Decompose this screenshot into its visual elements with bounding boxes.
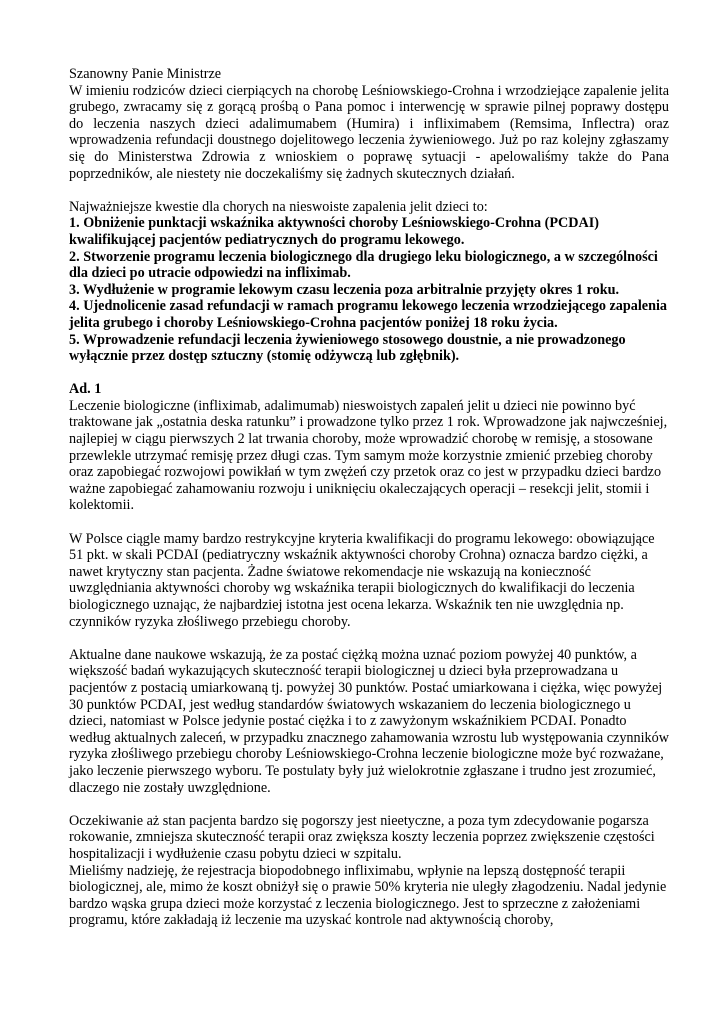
body-paragraph: Mieliśmy nadzieję, że rejestracja biopodobnego infliximabu, wpłynie na lepszą dostępność terapii biologicznej, ale, mimo że koszt obniżył się o prawie 50% kryteria nie uległy złagodzeniu. Nadal jedynie bardzo wąska grupa dzieci może korzystać z leczenia biologicznego. Jest to sprzeczne z założeniami programu, które zakładają iż leczenie ma uzyskać kontrole nad aktywnością choroby, <box>69 862 667 929</box>
body-paragraph: Oczekiwanie aż stan pacjenta bardzo się pogorszy jest nieetyczne, a poza tym zdecydowanie pogarsza rokowanie, zmniejsza skuteczność terapii oraz zwiększa koszty leczenia poprzez zwiększenie częstości hospitalizacji i wydłużenie czasu pobytu dzieci w szpitalu. <box>69 812 655 862</box>
body-paragraph: Aktualne dane naukowe wskazują, że za postać ciężką można uznać poziom powyżej 40 punktów, a większość badań wykazujących skuteczność terapii biologicznej u dzieci była przeprowadzana u pacjentów z postacią umiarkowaną tj. powyżej 30 punktów. Postać umiarkowana i ciężka, więc powyżej 30 punktów PCDAI, jest według standardów światowych wskazaniem do leczenia biologicznego u dzieci, natomiast w Polsce jedynie postać ciężka i to z zawyżonym wskaźnikiem PCDAI. Ponadto według aktualnych zaleceń, w przypadku znacznego zahamowania wzrostu lub występowania czynników ryzyka złośliwego przebiegu choroby Leśniowskiego-Crohna leczenie biologiczne może być rozważane, jako leczenie pierwszego wyboru. Te postulaty były już wielokrotnie zgłaszane i trudno jest zrozumieć, dlaczego nie zostały uwzględnione. <box>69 646 669 796</box>
issues-intro: Najważniejsze kwestie dla chorych na nieswoiste zapalenia jelit dzieci to: <box>69 198 488 215</box>
paragraph-spacer <box>69 796 669 813</box>
salutation: Szanowny Panie Ministrze <box>69 66 222 82</box>
intro-paragraph: W imieniu rodziców dzieci cierpiących na chorobę Leśniowskiego-Crohna i wrzodziejące zapalenie jelita grubego, zwracamy się z gorącą prośbą o Pana pomoc i interwencję w sprawie pilnej poprawy dostępu do leczenia naszych dzieci adalimumabem (Humira) i infliximabem (Remsima, Inflectra) oraz wprowadzenia refundacji doustnego dojelitowego leczenia żywieniowego. Już po raz kolejny zgłaszamy się do Ministerstwa Zdrowia z wnioskiem o poprawę sytuacji - apelowaliśmy także do Pana poprzedników, ale niestety nie doczekaliśmy się żadnych skutecznych działań. <box>69 82 669 182</box>
issue-item-4: 4. Ujednolicenie zasad refundacji w ramach programu lekowego leczenia wrzodziejącego zapalenia jelita grubego i choroby Leśniowskiego-Crohna pacjentów poniżej 18 roku życia. <box>69 298 668 331</box>
issue-item-2: 2. Stworzenie programu leczenia biologicznego dla drugiego leku biologicznego, a w szczególności dla dzieci po utracie odpowiedzi na infliximab. <box>69 248 658 282</box>
paragraph-spacer <box>69 365 669 382</box>
issue-item-1: 1. Obniżenie punktacji wskaźnika aktywności choroby Leśniowskiego-Crohna (PCDAI) kwalifikującej pacjentów pediatrycznych do programu lekowego. <box>69 215 599 248</box>
paragraph-spacer <box>69 182 669 199</box>
paragraph-spacer <box>69 514 669 531</box>
body-paragraph: Leczenie biologiczne (infliximab, adalimumab) nieswoistych zapaleń jelit u dzieci nie powinno być traktowane jak „ostatnia deska ratunku” i prowadzone tylko przez 1 rok. Wprowadzone jak najwcześniej, najlepiej w ciągu pierwszych 2 lat trwania choroby, może wprowadzić chorobę w remisję, a stosowane przewlekle utrzymać remisję przez długi czas. Tym samym może korzystnie zmienić przebieg choroby oraz zapobiegać rozwojowi powikłań w tym zwężeń czy przetok oraz co jest w przypadku dzieci bardzo ważne zapobiegać zahamowaniu rozwoju i uniknięciu okaleczających operacji – resekcji jelit, stomii i kolektomii. <box>69 397 668 514</box>
body-paragraph: W Polsce ciągle mamy bardzo restrykcyjne kryteria kwalifikacji do programu lekowego: obowiązujące 51 pkt. w skali PCDAI (pediatryczny wskaźnik aktywności choroby Crohna) oznacza bardzo ciężki, a nawet krytyczny stan pacjenta. Żadne światowe rekomendacje nie wskazują na konieczność uwzględniania aktywności choroby wg wskaźnika terapii biologicznych do kwalifikacji do leczenia biologicznego uznając, że najbardziej istotna jest ocena lekarza. Wskaźnik ten nie uwzględnia np. czynników ryzyka złośliwego przebiegu choroby. <box>69 530 655 630</box>
letter-body <box>69 66 669 929</box>
paragraph-spacer <box>69 630 669 647</box>
issue-item-5: 5. Wprowadzenie refundacji leczenia żywieniowego stosowego doustnie, a nie prowadzonego wyłącznie przez dostęp sztuczny (stomię odżywczą lub zgłębnik). <box>69 331 626 365</box>
section-heading: Ad. 1 <box>69 381 102 398</box>
issue-item-3: 3. Wydłużenie w programie lekowym czasu leczenia poza arbitralnie przyjęty okres 1 roku. <box>69 281 620 298</box>
